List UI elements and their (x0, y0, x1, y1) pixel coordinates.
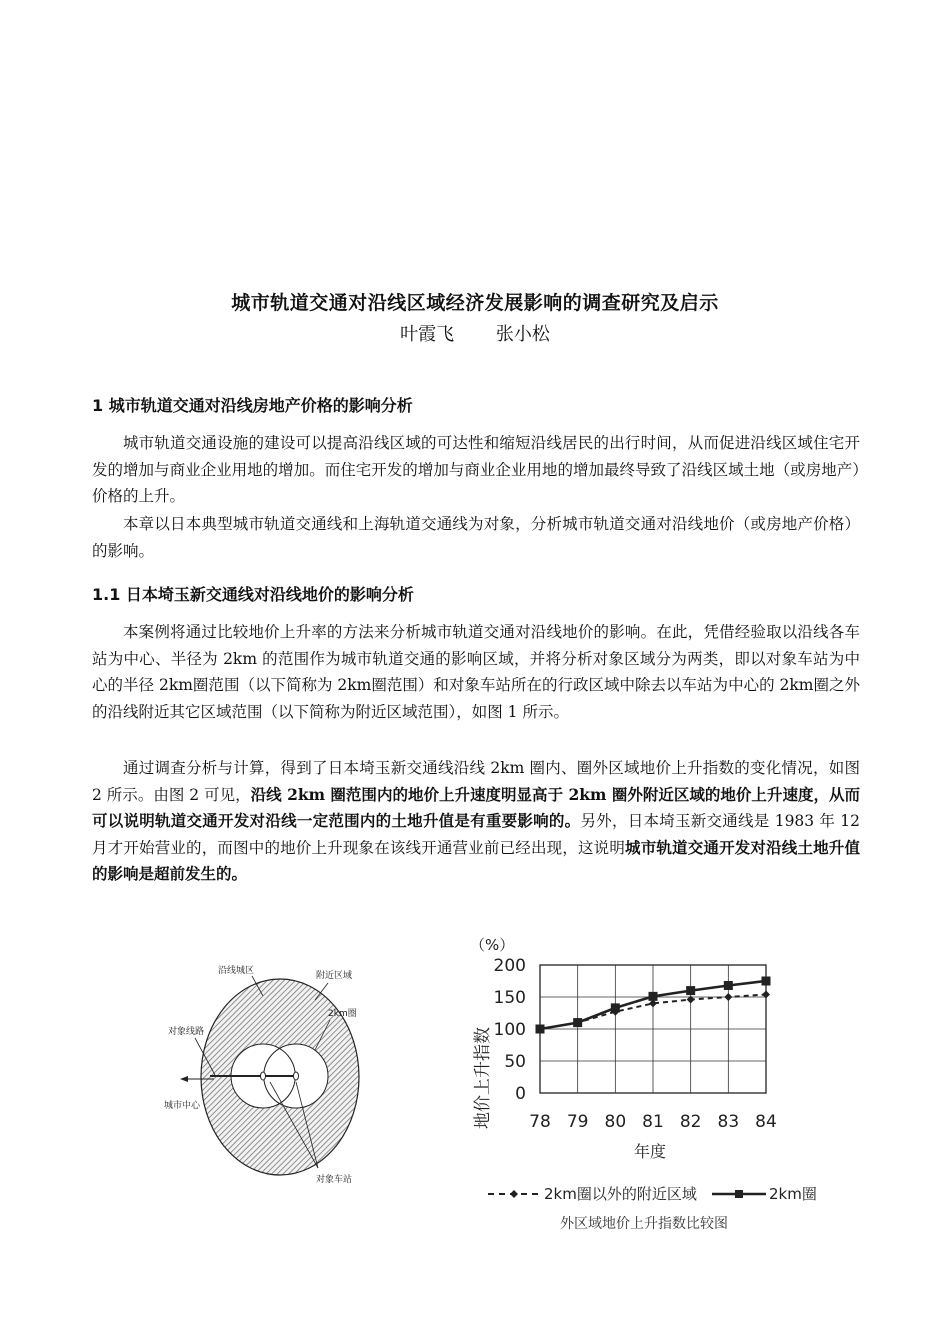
authors (0, 320, 950, 346)
chart-y-tick-label: 200 (493, 956, 526, 976)
chart-x-ticks (529, 1112, 777, 1132)
author-2: 张小松 (495, 324, 550, 345)
chart-x-tick-label: 78 (529, 1112, 551, 1132)
section-1-1-paragraph-1: 本案例将通过比较地价上升率的方法来分析城市轨道交通对沿线地价的影响。在此，凭借经验取以沿线各车站为中心、半径为 2km 的范围作为城市轨道交通的影响区域，并将分析对象区域分为两类，即以对象车站为中心的半径 2km圈范围（以下简称为 2km圈范围）和对象车站所在的行政区域中除去以车站为中心的 2km圈之外的沿线附近其它区域范围（以下简称为附近区域范围），如图 1 所示。 (92, 623, 860, 721)
section-1-1-paragraph-2 (92, 755, 860, 888)
paper-title: 城市轨道交通对沿线区域经济发展影响的调查研究及启示 (231, 292, 719, 314)
label-line-area: 沿线城区 (218, 966, 255, 976)
legend-square-icon (735, 1190, 743, 1198)
chart-ylabel: 地价上升指数 (473, 1027, 493, 1129)
chart-x-tick-label: 79 (566, 1112, 589, 1132)
label-near-area: 附近区域 (316, 971, 353, 981)
chart-y-tick-label: 0 (515, 1084, 526, 1104)
chart-x-tick-label: 80 (604, 1112, 627, 1132)
para-text: 另外，日本埼玉新交通线是 1983 年 12 月才开始营业的，而图中的地价上升现象在该线开通营业前已经出现，这说明 (92, 812, 861, 857)
chart-x-tick-label: 83 (717, 1112, 740, 1132)
station-marker (261, 1072, 266, 1080)
legend-label-2km: 2km圈 (769, 1185, 817, 1203)
chart-point-2km (536, 1025, 545, 1034)
arrow-head-icon (180, 1076, 188, 1082)
chart-point-2km (724, 981, 733, 990)
label-station: 对象车站 (316, 1175, 353, 1185)
figure-caption-partial: 外区域地价上升指数比较图 (560, 1216, 728, 1230)
chart-point-2km (762, 977, 771, 986)
chart-x-tick-label: 82 (679, 1112, 702, 1132)
chart-y-tick-label: 100 (493, 1020, 526, 1040)
chart-y-ticks (494, 956, 526, 1104)
section-1-paragraph-2: 本章以日本典型城市轨道交通线和上海轨道交通线为对象，分析城市轨道交通对沿线地价（或房地产价格）的影响。 (92, 515, 860, 560)
author-1: 叶霞飞 (400, 324, 455, 345)
figure-1-diagram (150, 950, 450, 1200)
section-1-heading: 1 城市轨道交通对沿线房地产价格的影响分析 (92, 396, 413, 415)
chart-point-2km (649, 992, 658, 1001)
figure-2-chart (460, 930, 840, 1230)
label-2km: 2km圈 (328, 1009, 357, 1019)
label-route: 对象线路 (168, 1027, 205, 1037)
chart-x-tick-label: 81 (642, 1112, 664, 1132)
para-emphasis: 沿线 2km 圈范围内的地价上升速度明显高于 2km 圈外附近区域的地价上升速度，从而可以说明轨道交通开发对沿线一定范围内的土地升值是有重要影响的。 (92, 784, 860, 830)
chart-x-tick-label: 84 (755, 1112, 777, 1132)
label-city-center: 城市中心 (164, 1101, 201, 1111)
chart-point-2km (686, 986, 695, 995)
chart-point-2km (573, 1018, 582, 1027)
chart-unit-label: （%） (470, 936, 515, 954)
para-text: 通过调查分析与计算，得到了日本埼玉新交通线沿线 2km 圈内、圈外区域地价上升指数的变化情况，如图 2 所示。由图 2 可见， (92, 759, 860, 804)
chart-point-outside (724, 993, 732, 1001)
legend-label-outside: 2km圈以外的附近区域 (544, 1185, 697, 1203)
station-marker (294, 1072, 299, 1080)
chart-legend (488, 1185, 817, 1203)
chart-point-2km (611, 1003, 620, 1012)
chart-xlabel: 年度 (633, 1142, 667, 1161)
section-1-1-heading: 1.1 日本埼玉新交通线对沿线地价的影响分析 (92, 585, 414, 604)
chart-y-tick-label: 50 (504, 1052, 526, 1072)
chart-y-tick-label: 150 (493, 988, 526, 1008)
section-1-paragraph-1: 城市轨道交通设施的建设可以提高沿线区域的可达性和缩短沿线居民的出行时间，从而促进沿线区域住宅开发的增加与商业企业用地的增加。而住宅开发的增加与商业企业用地的增加最终导致了沿线区域土地（或房地产）价格的上升。 (92, 434, 860, 505)
para-emphasis: 城市轨道交通开发对沿线土地升值的影响是超前发生的。 (92, 837, 860, 883)
legend-diamond-icon (510, 1190, 518, 1198)
